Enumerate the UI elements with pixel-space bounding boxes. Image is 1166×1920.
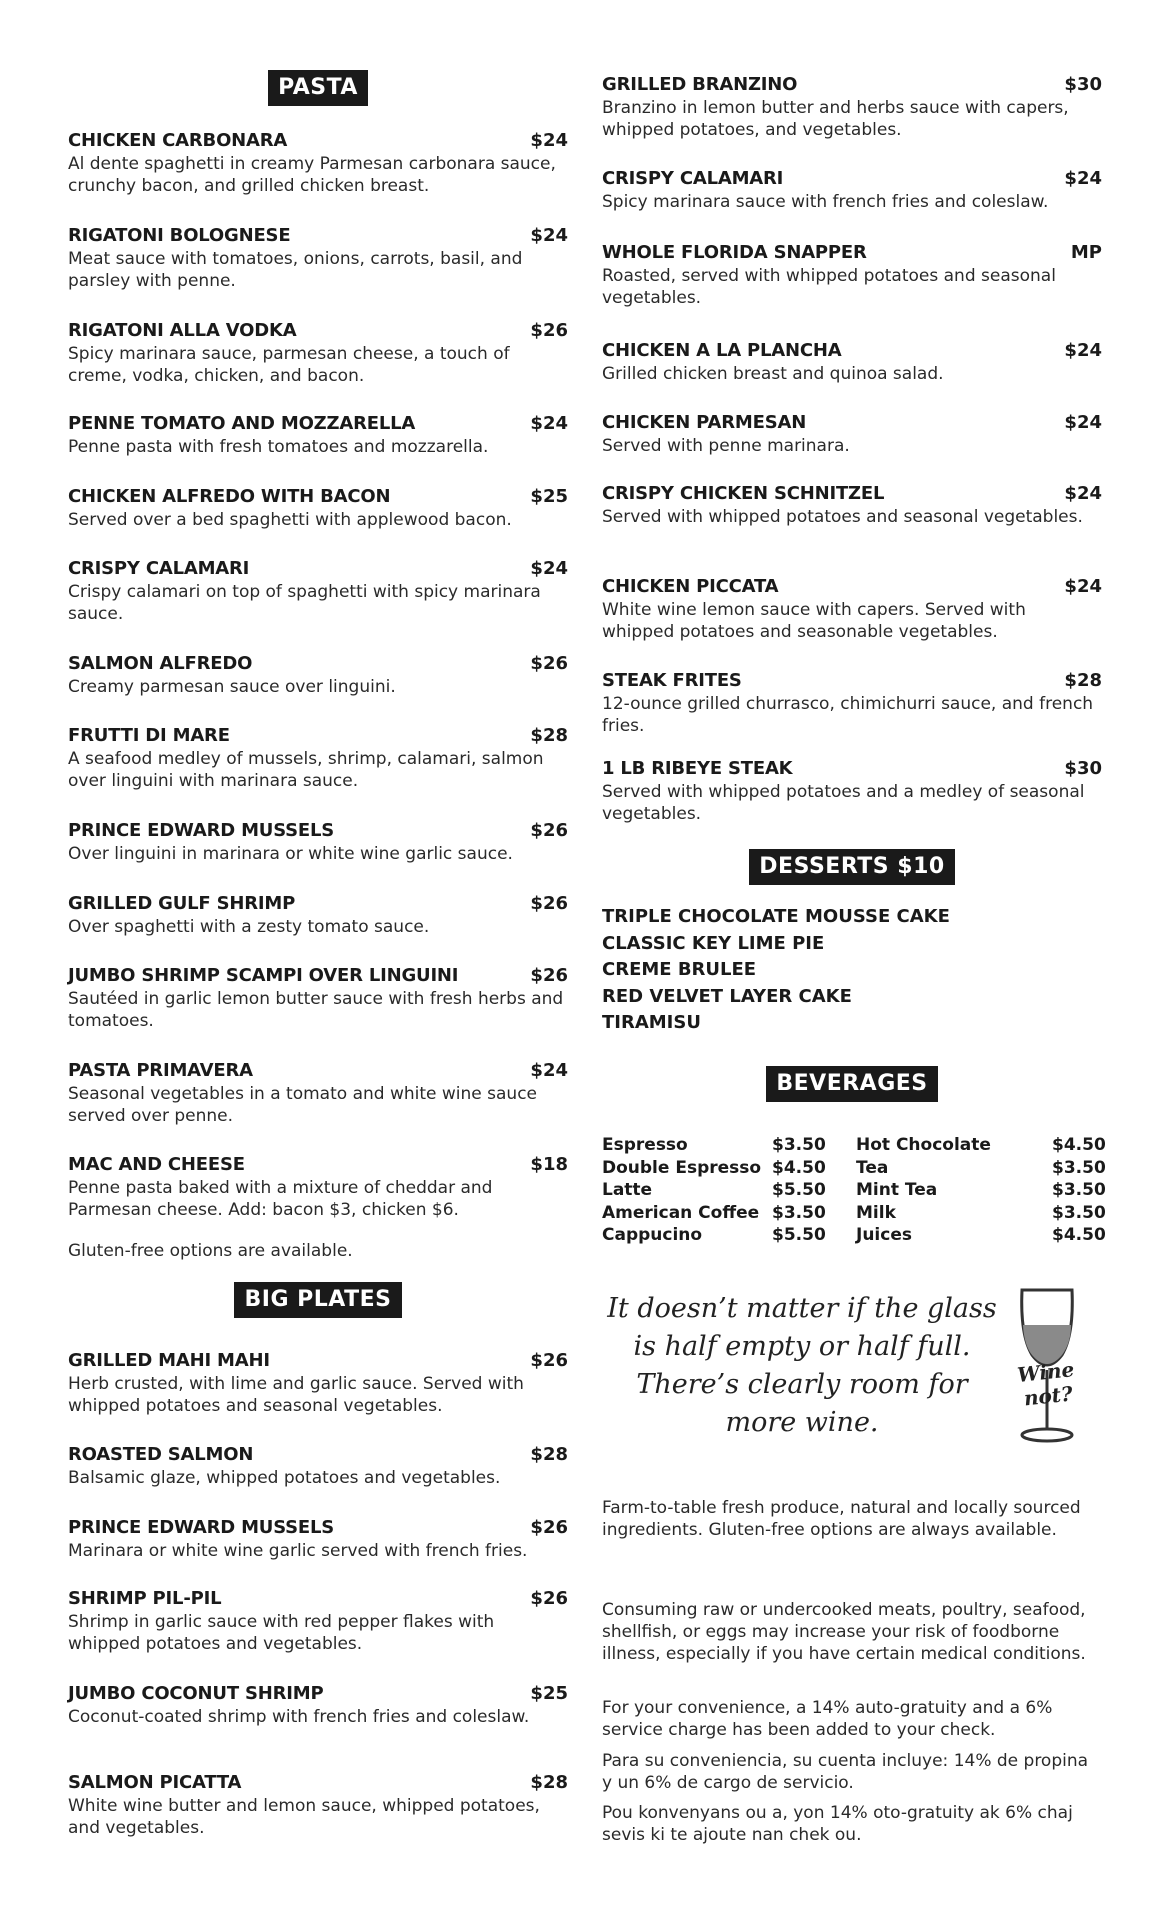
menu-item-name: CHICKEN ALFREDO WITH BACON <box>68 486 391 507</box>
menu-item <box>68 225 568 292</box>
menu-item-header <box>602 340 1102 361</box>
menu-item-description: Creamy parmesan sauce over linguini. <box>68 677 396 697</box>
menu-item-description: Crispy calamari on top of spaghetti with spicy marinara sauce. <box>68 582 541 624</box>
menu-item-header <box>602 242 1102 263</box>
menu-item-header <box>68 1060 568 1081</box>
menu-item-price: $24 <box>1064 340 1102 361</box>
menu-item-price: $25 <box>530 1683 568 1704</box>
menu-item <box>68 1683 568 1728</box>
menu-item-description: Seasonal vegetables in a tomato and white wine sauce served over penne. <box>68 1084 538 1126</box>
menu-item <box>68 558 568 625</box>
quote-line: There’s clearly room for <box>636 1369 968 1400</box>
menu-item-header <box>68 653 568 674</box>
menu-item-name: JUMBO SHRIMP SCAMPI OVER LINGUINI <box>68 965 459 986</box>
menu-item-price: MP <box>1070 242 1102 263</box>
menu-item <box>602 483 1102 528</box>
beverage-name: Milk <box>856 1202 896 1223</box>
menu-item-header <box>68 893 568 914</box>
menu-item-price: $26 <box>530 893 568 914</box>
menu-item-header <box>602 74 1102 95</box>
menu-item <box>68 965 568 1032</box>
menu-item-name: FRUTTI DI MARE <box>68 725 230 746</box>
menu-item-price: $26 <box>530 1517 568 1538</box>
beverage-price: $4.50 <box>1052 1225 1106 1246</box>
menu-item <box>602 74 1102 141</box>
menu-item-header <box>68 1350 568 1371</box>
menu-item <box>602 168 1102 213</box>
consumer-advisory: Consuming raw or undercooked meats, poultry, seafood, shellfish, or eggs may increase your risk of foodborne illness, especially if you have certain medical conditions. <box>602 1600 1086 1664</box>
menu-item-header <box>68 1683 568 1704</box>
menu-item-name: GRILLED GULF SHRIMP <box>68 893 296 914</box>
dessert-item: CLASSIC KEY LIME PIE <box>602 932 825 954</box>
beverages-heading-label: BEVERAGES <box>766 1066 937 1102</box>
menu-item <box>68 413 568 458</box>
menu-item-description: Penne pasta with fresh tomatoes and mozzarella. <box>68 437 489 457</box>
menu-item <box>68 1772 568 1839</box>
menu-item-price: $28 <box>530 1772 568 1793</box>
dessert-item: RED VELVET LAYER CAKE <box>602 985 852 1007</box>
menu-item <box>602 670 1102 737</box>
beverage-name: Tea <box>856 1157 889 1178</box>
menu-item-header <box>602 412 1102 433</box>
beverage-price: $3.50 <box>1052 1180 1106 1201</box>
beverage-name: American Coffee <box>602 1202 760 1223</box>
menu-item-price: $26 <box>530 320 568 341</box>
beverage-row <box>602 1134 1106 1157</box>
beverage-name: Espresso <box>602 1135 688 1156</box>
menu-item-price: $24 <box>530 1060 568 1081</box>
menu-item-price: $26 <box>530 653 568 674</box>
menu-item-description: 12-ounce grilled churrasco, chimichurri sauce, and french fries. <box>602 694 1094 736</box>
dessert-item: TRIPLE CHOCOLATE MOUSSE CAKE <box>602 906 950 927</box>
menu-item-name: RIGATONI ALLA VODKA <box>68 320 297 341</box>
menu-item-price: $30 <box>1064 74 1102 95</box>
menu-item-name: STEAK FRITES <box>602 670 742 691</box>
menu-item-description: Served with penne marinara. <box>602 436 850 456</box>
menu-item-price: $25 <box>530 486 568 507</box>
menu-item-header <box>68 725 568 746</box>
menu-item-description: Roasted, served with whipped potatoes and seasonal vegetables. <box>602 266 1056 308</box>
menu-item-name: GRILLED MAHI MAHI <box>68 1350 270 1371</box>
menu-item-header <box>68 413 568 434</box>
beverage-row <box>602 1202 1106 1225</box>
menu-item-name: RIGATONI BOLOGNESE <box>68 225 291 246</box>
dessert-item: CREME BRULEE <box>602 959 757 980</box>
beverage-price: $4.50 <box>1052 1135 1106 1156</box>
menu-item-header <box>602 758 1102 779</box>
pasta-heading <box>68 70 568 106</box>
menu-item-description: Over spaghetti with a zesty tomato sauce. <box>68 917 430 937</box>
menu-item-header <box>68 1444 568 1465</box>
gratuity-note-ht: Pou konvenyans ou a, yon 14% oto-gratuity ak 6% chaj sevis ki te ajoute nan chek ou. <box>602 1803 1073 1845</box>
menu-item-header <box>68 1588 568 1609</box>
menu-item-description: White wine butter and lemon sauce, whipped potatoes, and vegetables. <box>68 1796 540 1838</box>
menu-item-description: Balsamic glaze, whipped potatoes and vegetables. <box>68 1468 501 1488</box>
menu-item-name: SALMON PICATTA <box>68 1772 242 1793</box>
beverage-price: $3.50 <box>1052 1157 1106 1178</box>
wine-not-badge <box>1000 1355 1095 1412</box>
menu-item-header <box>602 576 1102 597</box>
menu-item-header <box>68 486 568 507</box>
menu-item-price: $30 <box>1064 758 1102 779</box>
beverages-table <box>602 1134 1106 1247</box>
menu-item-description: Al dente spaghetti in creamy Parmesan carbonara sauce, crunchy bacon, and grilled chicken breast. <box>68 154 556 196</box>
menu-item-description: Spicy marinara sauce with french fries and coleslaw. <box>602 192 1049 212</box>
menu-item-name: CHICKEN PARMESAN <box>602 412 807 433</box>
menu-item <box>68 1517 568 1562</box>
beverages-heading <box>602 1066 1102 1102</box>
beverage-name: Latte <box>602 1180 653 1201</box>
desserts-heading-label: DESSERTS $10 <box>749 849 954 885</box>
menu-item-name: 1 LB RIBEYE STEAK <box>602 758 793 779</box>
menu-item-price: $26 <box>530 820 568 841</box>
gratuity-note-en: For your convenience, a 14% auto-gratuity and a 6% service charge has been added to your check. <box>602 1698 1053 1740</box>
beverage-name: Double Espresso <box>602 1157 762 1178</box>
menu-item-name: CHICKEN PICCATA <box>602 576 779 597</box>
beverage-row <box>602 1157 1106 1180</box>
big-plates-heading-label: BIG PLATES <box>234 1282 401 1318</box>
menu-item-price: $26 <box>530 1350 568 1371</box>
beverage-name: Cappucino <box>602 1225 703 1246</box>
menu-item <box>602 576 1102 643</box>
menu-item-description: Grilled chicken breast and quinoa salad. <box>602 364 944 384</box>
menu-item-header <box>68 1517 568 1538</box>
desserts-heading <box>602 849 1102 885</box>
menu-item-price: $24 <box>530 130 568 151</box>
menu-item-price: $28 <box>530 725 568 746</box>
menu-item-name: GRILLED BRANZINO <box>602 74 798 95</box>
menu-item-name: SHRIMP PIL-PIL <box>68 1588 222 1609</box>
menu-item-header <box>602 483 1102 504</box>
menu-item-price: $24 <box>530 558 568 579</box>
menu-item-price: $24 <box>1064 412 1102 433</box>
dessert-item: TIRAMISU <box>602 1012 701 1033</box>
menu-item <box>68 320 568 387</box>
beverage-price: $3.50 <box>772 1202 826 1223</box>
menu-item-price: $24 <box>1064 576 1102 597</box>
menu-item-header <box>602 168 1102 189</box>
gratuity-note-es: Para su conveniencia, su cuenta incluye: 14% de propina y un 6% de cargo de servicio. <box>602 1751 1089 1793</box>
menu-item-name: SALMON ALFREDO <box>68 653 253 674</box>
menu-item <box>68 653 568 698</box>
wine-quote <box>602 1290 1002 1442</box>
menu-item-description: Spicy marinara sauce, parmesan cheese, a touch of creme, vodka, chicken, and bacon. <box>68 344 510 386</box>
menu-item-name: CRISPY CALAMARI <box>68 558 250 579</box>
menu-item-description: Served with whipped potatoes and a medley of seasonal vegetables. <box>602 782 1085 824</box>
menu-item <box>602 242 1102 309</box>
beverage-price: $4.50 <box>772 1157 826 1178</box>
menu-item-name: PRINCE EDWARD MUSSELS <box>68 820 335 841</box>
badge-line-2: not? <box>1022 1381 1074 1411</box>
beverage-name: Hot Chocolate <box>856 1135 991 1156</box>
menu-item-description: A seafood medley of mussels, shrimp, calamari, salmon over linguini with marinara sauce. <box>68 749 544 791</box>
menu-item-description: Sautéed in garlic lemon butter sauce with fresh herbs and tomatoes. <box>68 989 564 1031</box>
menu-item-price: $26 <box>530 965 568 986</box>
quote-line: is half empty or half full. <box>633 1331 971 1362</box>
beverage-price: $5.50 <box>772 1225 826 1246</box>
menu-item <box>602 412 1102 457</box>
menu-item-description: Meat sauce with tomatoes, onions, carrots, basil, and parsley with penne. <box>68 249 523 291</box>
gluten-free-note: Gluten-free options are available. <box>68 1241 353 1261</box>
menu-item-name: ROASTED SALMON <box>68 1444 254 1465</box>
menu-item <box>68 130 568 197</box>
menu-item-name: CRISPY CALAMARI <box>602 168 784 189</box>
farm-to-table-note: Farm-to-table fresh produce, natural and locally sourced ingredients. Gluten-free options are always available. <box>602 1498 1081 1540</box>
menu-item <box>68 1060 568 1127</box>
menu-item-price: $24 <box>530 225 568 246</box>
menu-item <box>68 1350 568 1417</box>
menu-item-name: PRINCE EDWARD MUSSELS <box>68 1517 335 1538</box>
menu-item-price: $28 <box>530 1444 568 1465</box>
menu-item <box>602 758 1102 825</box>
menu-item-name: CRISPY CHICKEN SCHNITZEL <box>602 483 885 504</box>
beverage-name: Juices <box>856 1225 912 1246</box>
beverage-price: $5.50 <box>772 1180 826 1201</box>
menu-item-name: JUMBO COCONUT SHRIMP <box>68 1683 324 1704</box>
menu-item-description: Coconut-coated shrimp with french fries and coleslaw. <box>68 1707 530 1727</box>
menu-item-name: PENNE TOMATO AND MOZZARELLA <box>68 413 416 434</box>
menu-item-price: $24 <box>1064 483 1102 504</box>
menu-item-description: Herb crusted, with lime and garlic sauce. Served with whipped potatoes and seasonal vegetables. <box>68 1374 524 1416</box>
menu-item <box>68 1444 568 1489</box>
beverage-name: Mint Tea <box>856 1180 938 1201</box>
beverage-price: $3.50 <box>772 1135 826 1156</box>
menu-item <box>68 893 568 938</box>
menu-item <box>68 725 568 792</box>
menu-item-price: $24 <box>1064 168 1102 189</box>
menu-item-header <box>602 670 1102 691</box>
wine-glass-icon <box>1002 1280 1092 1450</box>
menu-item-description: Marinara or white wine garlic served with french fries. <box>68 1541 528 1561</box>
menu-item-header <box>68 1772 568 1793</box>
menu-item <box>602 340 1102 385</box>
menu-item-price: $28 <box>1064 670 1102 691</box>
menu-item-description: Branzino in lemon butter and herbs sauce with capers, whipped potatoes, and vegetables. <box>602 98 1069 140</box>
menu-item-name: CHICKEN CARBONARA <box>68 130 288 151</box>
menu-item-header <box>68 820 568 841</box>
menu-item-price: $18 <box>530 1154 568 1175</box>
beverage-row <box>602 1224 1106 1247</box>
quote-line: It doesn’t matter if the glass <box>607 1293 997 1324</box>
beverage-price: $3.50 <box>1052 1202 1106 1223</box>
menu-item-name: PASTA PRIMAVERA <box>68 1060 253 1081</box>
badge-line-1: Wine <box>1016 1357 1076 1387</box>
menu-item-header <box>68 965 568 986</box>
menu-item <box>68 486 568 531</box>
menu-item-description: Penne pasta baked with a mixture of cheddar and Parmesan cheese. Add: bacon $3, chicken $6. <box>68 1178 493 1220</box>
menu-item-header <box>68 130 568 151</box>
big-plates-heading <box>68 1282 568 1318</box>
menu-item <box>68 1154 568 1221</box>
menu-item-name: CHICKEN A LA PLANCHA <box>602 340 842 361</box>
pasta-heading-label: PASTA <box>268 70 368 106</box>
menu-item-header <box>68 558 568 579</box>
menu-item-price: $24 <box>530 413 568 434</box>
menu-item-description: Over linguini in marinara or white wine garlic sauce. <box>68 844 513 864</box>
menu-item-description: Served over a bed spaghetti with applewood bacon. <box>68 510 512 530</box>
menu-item-header <box>68 225 568 246</box>
menu-item-name: WHOLE FLORIDA SNAPPER <box>602 242 867 263</box>
menu-item-header <box>68 320 568 341</box>
menu-item-description: Served with whipped potatoes and seasonal vegetables. <box>602 507 1083 527</box>
menu-item-description: Shrimp in garlic sauce with red pepper flakes with whipped potatoes and vegetables. <box>68 1612 495 1654</box>
menu-item-name: MAC AND CHEESE <box>68 1154 245 1175</box>
menu-item <box>68 1588 568 1655</box>
menu-item-description: White wine lemon sauce with capers. Served with whipped potatoes and seasonable vegetables. <box>602 600 1026 642</box>
quote-line: more wine. <box>725 1407 879 1438</box>
menu-item-header <box>68 1154 568 1175</box>
menu-item-price: $26 <box>530 1588 568 1609</box>
beverage-row <box>602 1179 1106 1202</box>
menu-item <box>68 820 568 865</box>
